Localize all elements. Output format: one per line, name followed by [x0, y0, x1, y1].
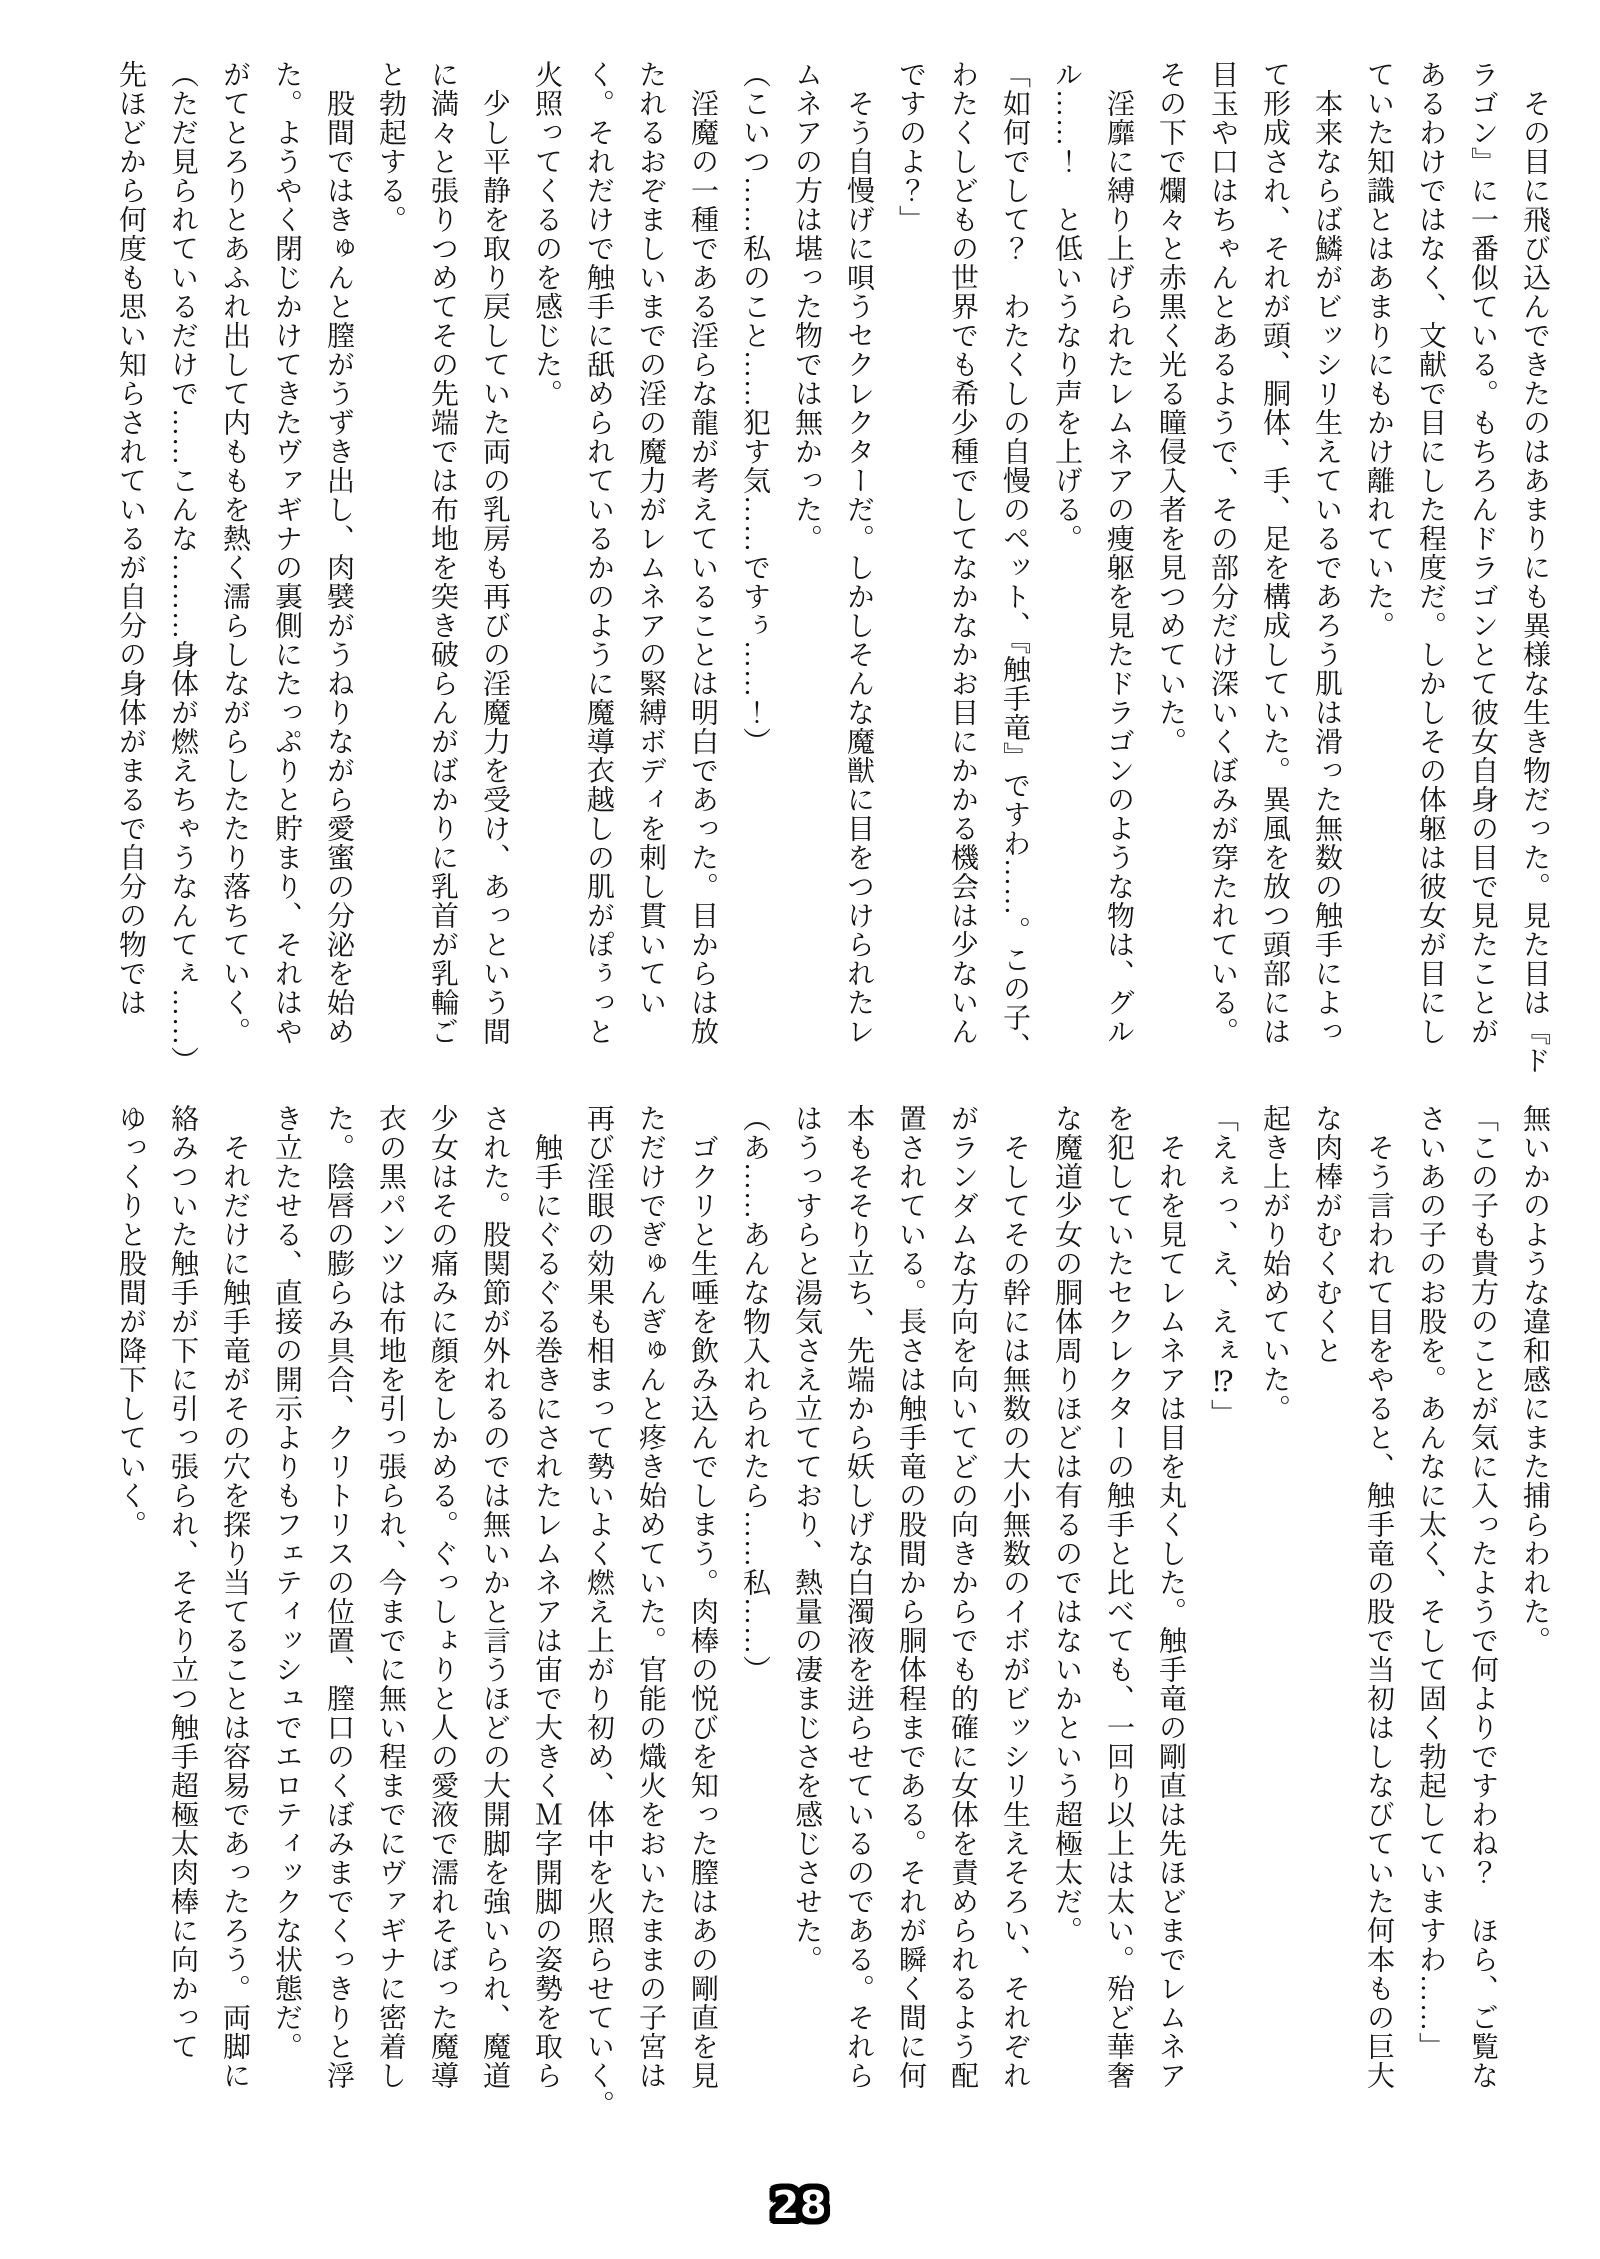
- text-line: 再び淫眼の効果も相まって勢いよく燃え上がり初め、体中を火照らせていく。: [583, 1104, 614, 2119]
- text-line: 本もそそり立ち、先端から妖しげな白濁液を迸らせているのである。それら: [843, 1104, 874, 2090]
- text-line: がランダムな方向を向いてどの向きからでも的確に女体を責められるよう配: [947, 1104, 978, 2090]
- text-block-lower: [94, 1104, 1560, 2119]
- text-line: そしてその幹には無数の大小無数のイボがビッシリ生えそろい、それぞれ: [999, 1104, 1030, 2090]
- text-line: がてとろりとあふれ出して内ももを熱く濡らしながらしたたり落ちていく。: [219, 60, 250, 1046]
- text-line: さいあの子のお股を。あんなに太く、そして固く勃起していますわ……」: [1415, 1104, 1446, 2061]
- text-line: 淫魔の一種である淫らな龍が考えていることは明白であった。目からは放: [687, 60, 718, 1046]
- text-line: （あ……あんな物入れられたら……私……）: [739, 1104, 770, 1684]
- text-line: そう自慢げに唄うセクレクターだ。しかしそんな魔獣に目をつけられたレ: [843, 60, 874, 1046]
- text-line: わたくしどもの世界でも希少種でしてなかなかお目にかかる機会は少ないん: [947, 60, 978, 1046]
- text-line: 少し平静を取り戻していた両の乳房も再びの淫魔力を受け、あっという間: [479, 60, 510, 1046]
- text-line: く。それだけで触手に舐められているかのように魔導衣越しの肌がぽぅっと: [583, 60, 614, 1046]
- text-line: （ただ見られているだけで……こんな………身体が燃えちゃうなんてぇ……）: [167, 60, 198, 1075]
- text-line: はうっすらと湯気さえ立てており、熱量の凄まじさを感じさせた。: [791, 1104, 822, 1974]
- text-line: 「えぇっ、え、えぇ⁉」: [1207, 1104, 1238, 1428]
- text-line: たれるおぞましいまでの淫の魔力がレムネアの緊縛ボディを刺し貫いてい: [635, 60, 666, 1017]
- text-line: それを見てレムネアは目を丸くした。触手竜の剛直は先ほどまでレムネア: [1155, 1104, 1186, 2090]
- text-line: ル……！ と低いうなり声を上げる。: [1051, 60, 1082, 553]
- text-line: 本来ならば鱗がビッシリ生えているであろう肌は滑った無数の触手によっ: [1311, 60, 1342, 1046]
- text-line: 無いかのような違和感にまた捕らわれた。: [1519, 1104, 1550, 1655]
- text-line: 淫靡に縛り上げられたレムネアの痩躯を見たドラゴンのような物は、グル: [1103, 60, 1134, 1046]
- text-line: ラゴン』に一番似ている。もちろんドラゴンとて彼女自身の目で見たことが: [1467, 60, 1498, 1046]
- page-number: 28: [772, 2183, 828, 2227]
- text-line: 起き上がり始めていた。: [1259, 1104, 1290, 1423]
- text-line: ていた知識とはあまりにもかけ離れていた。: [1363, 60, 1394, 640]
- text-line: な魔道少女の胴体周りほどは有るのではないかという超極太だ。: [1051, 1104, 1082, 1945]
- text-line: て形成され、それが頭、胴体、手、足を構成していた。異風を放つ頭部には: [1259, 60, 1290, 1046]
- text-line: 火照ってくるのを感じた。: [531, 60, 562, 408]
- text-line: ですのよ？」: [895, 60, 926, 234]
- text-line: ムネアの方は堪った物では無かった。: [791, 60, 822, 553]
- text-line: き立たせる、直接の開示よりもフェティッシュでエロティックな状態だ。: [271, 1104, 302, 2061]
- text-line: 絡みついた触手が下に引っ張られ、そそり立つ触手超極太肉棒に向かって: [167, 1104, 198, 2061]
- text-line: それだけに触手竜がその穴を探り当てることは容易であったろう。両脚に: [219, 1104, 250, 2090]
- text-line: と勃起する。: [375, 60, 406, 234]
- text-line: 衣の黒パンツは布地を引っ張られ、今までに無い程までにヴァギナに密着し: [375, 1104, 406, 2090]
- text-line: ゴクリと生唾を飲み込んでしまう。肉棒の悦びを知った膣はあの剛直を見: [687, 1104, 718, 2090]
- text-line: 股間ではきゅんと膣がうずき出し、肉襞がうねりながら愛蜜の分泌を始め: [323, 60, 354, 1046]
- text-line: （こいつ……私のこと……犯す気……ですぅ……！）: [739, 60, 770, 756]
- text-line: 先ほどから何度も思い知らされているが自分の身体がまるで自分の物では: [115, 60, 146, 1017]
- text-line: その下で爛々と赤黒く光る瞳侵入者を見つめていた。: [1155, 60, 1186, 756]
- text-line: された。股関節が外れるのでは無いかと言うほどの大開脚を強いられ、魔道: [479, 1104, 510, 2090]
- text-line: に満々と張りつめてその先端では布地を突き破らんがばかりに乳首が乳輪ご: [427, 60, 458, 1046]
- text-block-upper: [94, 60, 1560, 1075]
- text-line: を犯していたセクレクターの触手と比べても、一回り以上は太い。殆ど華奢: [1103, 1104, 1134, 2090]
- text-line: な肉棒がむくむくと: [1311, 1104, 1342, 1365]
- text-line: あるわけではなく、文献で目にした程度だ。しかしその体躯は彼女が目にし: [1415, 60, 1446, 1046]
- text-line: 置されている。長さは触手竜の股間から胴体程まである。それが瞬く間に何: [895, 1104, 926, 2090]
- text-line: 「如何でして？ わたくしの自慢のペット、『触手竜』ですわ……。この子、: [999, 60, 1030, 1061]
- text-line: ただけでぎゅんぎゅんと疼き始めていた。官能の熾火をおいたままの子宮は: [635, 1104, 666, 2090]
- text-line: た。ようやく閉じかけてきたヴァギナの裏側にたっぷりと貯まり、それはや: [271, 60, 302, 1046]
- text-line: た。陰唇の膨らみ具合、クリトリスの位置、膣口のくぼみまでくっきりと浮: [323, 1104, 354, 2090]
- text-line: その目に飛び込んできたのはあまりにも異様な生き物だった。見た目は『ド: [1519, 60, 1550, 1075]
- text-line: 少女はその痛みに顔をしかめる。ぐっしょりと人の愛液で濡れそぼった魔導: [427, 1104, 458, 2090]
- text-line: 「この子も貴方のことが気に入ったようで何よりですわね？ ほら、ご覧な: [1467, 1104, 1498, 2090]
- text-line: ゆっくりと股間が降下していく。: [115, 1104, 146, 1539]
- text-line: 触手にぐるぐる巻きにされたレムネアは宙で大きくＭ字開脚の姿勢を取ら: [531, 1104, 562, 2090]
- text-line: 目玉や口はちゃんとあるようで、その部分だけ深いくぼみが穿たれている。: [1207, 60, 1238, 1046]
- text-line: そう言われて目をやると、触手竜の股で当初はしなびていた何本もの巨大: [1363, 1104, 1394, 2090]
